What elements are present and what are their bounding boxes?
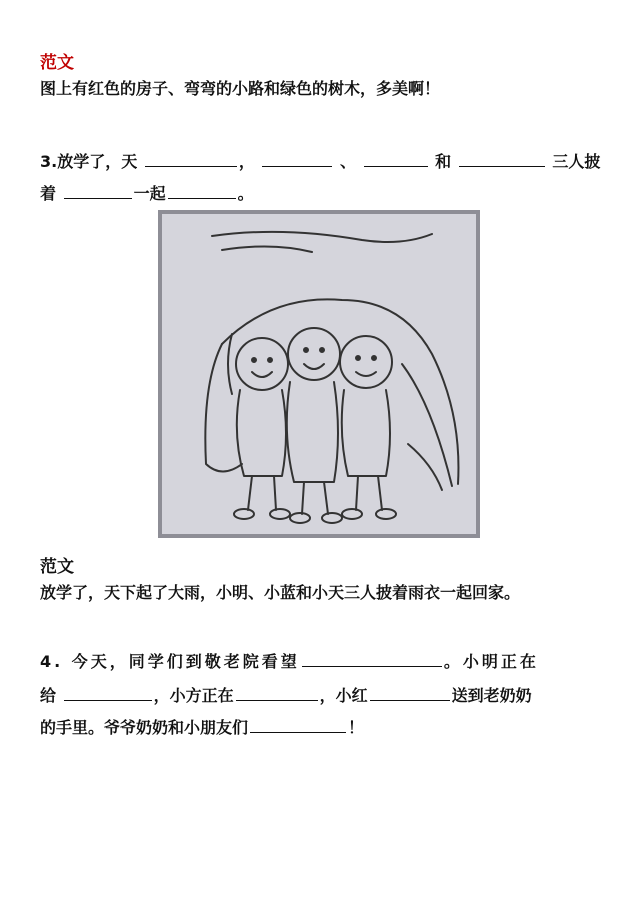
- q4-blank-3[interactable]: [236, 684, 318, 701]
- children-raincoat-drawing: [162, 214, 476, 534]
- q3-line-1: [40, 150, 600, 173]
- q4-line-1: [40, 650, 539, 673]
- q3-line-2: [40, 182, 254, 205]
- q4-number: 4.: [40, 652, 64, 671]
- q4-text-g: 的手里。爷爷奶奶和小朋友们: [40, 718, 249, 737]
- q4-text-e: ，小红: [319, 686, 368, 705]
- q4-blank-4[interactable]: [370, 684, 450, 701]
- sample-text-1: 图上有红色的房子、弯弯的小路和绿色的树木，多美啊！: [40, 79, 441, 98]
- q3-text-h: 。: [237, 184, 254, 203]
- sample-heading-2: 范文: [40, 557, 74, 577]
- q4-line-3: [40, 716, 364, 739]
- q4-line-2: [40, 684, 532, 707]
- q3-text-b: ，: [238, 152, 255, 171]
- q3-blank-1[interactable]: [145, 150, 237, 167]
- q3-text-g: 一起: [133, 184, 166, 203]
- q3-blank-2[interactable]: [262, 150, 332, 167]
- q3-blank-3[interactable]: [364, 150, 428, 167]
- q3-text-f: 着: [40, 184, 57, 203]
- q3-blank-4[interactable]: [459, 150, 545, 167]
- q3-text-a: 放学了，天: [57, 152, 138, 171]
- q3-blank-6[interactable]: [168, 182, 236, 199]
- raincoat-illustration: [158, 210, 480, 538]
- q4-blank-2[interactable]: [64, 684, 152, 701]
- q3-blank-5[interactable]: [64, 182, 132, 199]
- q4-text-c: 给: [40, 686, 57, 705]
- sample-heading-1: 范文: [40, 53, 74, 73]
- q3-text-e: 三人披: [552, 152, 601, 171]
- q4-text-h: ！: [348, 718, 365, 737]
- q4-text-f: 送到老奶奶: [451, 686, 532, 705]
- q4-text-b: 。小明正在: [443, 652, 539, 671]
- q4-blank-5[interactable]: [250, 716, 346, 733]
- q3-text-c: 、: [339, 152, 356, 171]
- q3-number: 3.: [40, 152, 58, 171]
- q4-text-d: ，小方正在: [153, 686, 234, 705]
- q4-blank-1[interactable]: [302, 650, 442, 667]
- q4-text-a: 今天，同学们到敬老院看望: [71, 652, 300, 671]
- q3-text-d: 和: [435, 152, 452, 171]
- sample-text-2: 放学了，天下起了大雨，小明、小蓝和小天三人披着雨衣一起回家。: [40, 583, 521, 602]
